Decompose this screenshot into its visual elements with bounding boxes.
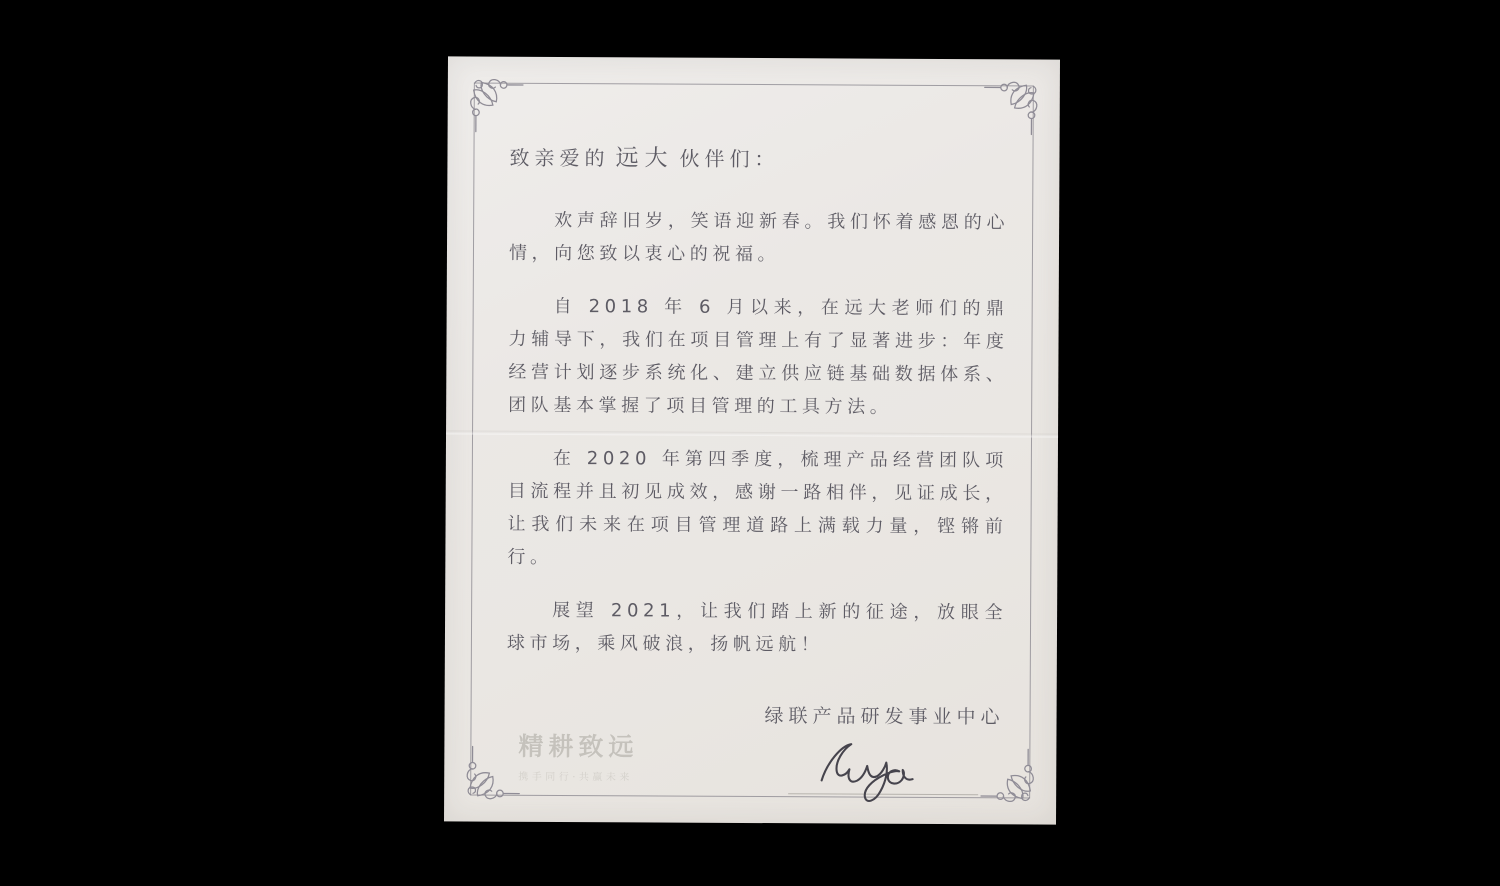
watermark-tagline: 携手同行·共赢未来 bbox=[518, 771, 633, 784]
paragraph-outlook-2021: 展望 2021，让我们踏上新的征途，放眼全球市场，乘风破浪，扬帆远航！ bbox=[506, 599, 1008, 656]
salutation-recipient: 远大 bbox=[615, 145, 674, 172]
paragraph-new-year-greeting: 欢声辞旧岁，笑语迎新春。我们怀着感恩的心情，向您致以衷心的祝福。 bbox=[508, 209, 1010, 266]
watermark-title: 精耕致远 bbox=[518, 731, 639, 762]
corner-flourish-top-right bbox=[982, 79, 1040, 137]
signoff-department: 绿联产品研发事业中心 bbox=[764, 705, 1005, 729]
salutation bbox=[509, 142, 1009, 178]
salutation-prefix: 致亲爱的 bbox=[509, 145, 610, 171]
letter-paper bbox=[444, 56, 1060, 824]
signature-enya bbox=[801, 735, 951, 814]
paragraph-progress-since-2018: 自 2018 年 6 月以来，在远大老师们的鼎力辅导下，我们在项目管理上有了显著进步：年度经营计划逐步系统化、建立供应链基础数据体系、团队基本掌握了项目管理的工具方法。 bbox=[508, 295, 1009, 418]
paragraph-q4-2020-results: 在 2020 年第四季度，梳理产品经营团队项目流程并且初见成效，感谢一路相伴，见证成长，让我们未来在项目管理道路上满载力量，铿锵前行。 bbox=[507, 447, 1008, 568]
salutation-suffix: 伙伴们： bbox=[679, 146, 780, 172]
letter-content bbox=[506, 142, 1010, 817]
corner-flourish-top-left bbox=[468, 77, 526, 135]
company-watermark bbox=[518, 727, 638, 784]
